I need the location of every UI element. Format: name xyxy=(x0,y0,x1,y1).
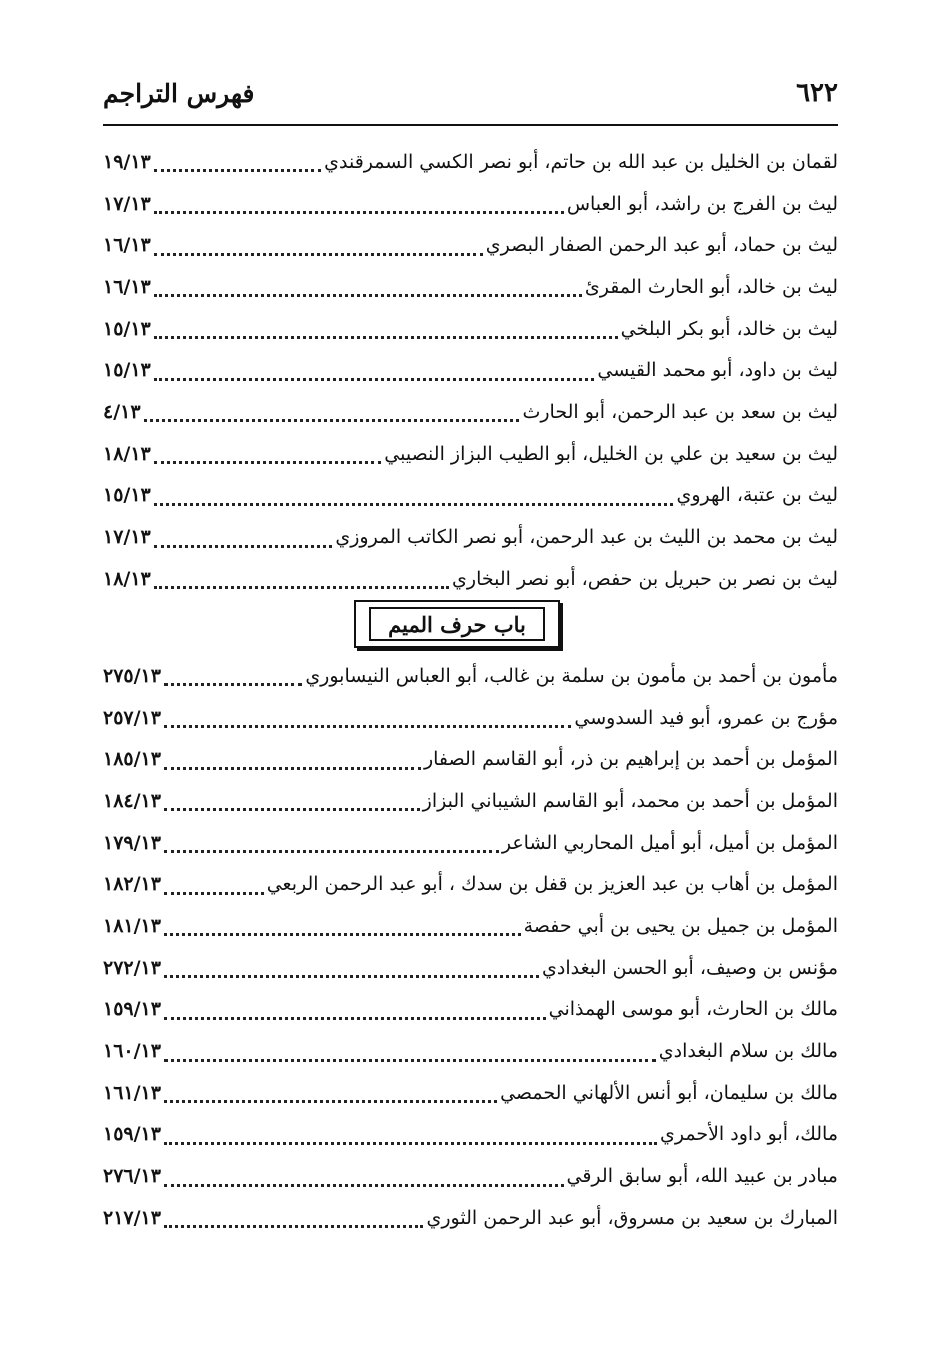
entry-ref: ١٥/١٣ xyxy=(103,359,151,382)
entry-name: ليث بن سعيد بن علي بن الخليل، أبو الطيب البزاز النصيبي xyxy=(384,442,838,465)
entry-name: لقمان بن الخليل بن عبد الله بن حاتم، أبو نصر الكسي السمرقندي xyxy=(324,150,838,173)
index-entry xyxy=(103,822,838,864)
page-title: فهرس التراجم xyxy=(103,78,255,108)
index-entry xyxy=(103,1197,838,1239)
index-entry xyxy=(103,1155,838,1197)
entry-ref: ١٨٤/١٣ xyxy=(103,789,161,812)
index-entry xyxy=(103,780,838,822)
entry-ref: ١٧/١٣ xyxy=(103,526,151,549)
entry-ref: ٢٧٢/١٣ xyxy=(103,956,161,979)
dot-leader xyxy=(164,1203,424,1228)
index-entry xyxy=(103,349,838,391)
dot-leader xyxy=(164,953,539,978)
entry-name: ليث بن نصر بن حبريل بن حفص، أبو نصر البخاري xyxy=(452,567,838,590)
entry-ref: ١٨٢/١٣ xyxy=(103,873,161,896)
entry-ref: ١٧/١٣ xyxy=(103,192,151,215)
entry-ref: ١٨١/١٣ xyxy=(103,914,161,937)
entry-name: ليث بن خالد، أبو الحارث المقرئ xyxy=(584,275,838,298)
dot-leader xyxy=(154,147,321,172)
entry-name: ليث بن داود، أبو محمد القيسي xyxy=(597,359,838,382)
entry-ref: ١٥٩/١٣ xyxy=(103,1123,161,1146)
entry-name: مؤنس بن وصيف، أبو الحسن البغدادي xyxy=(542,956,838,979)
entry-ref: ١٦/١٣ xyxy=(103,234,151,257)
dot-leader xyxy=(154,272,582,297)
dot-leader xyxy=(164,786,420,811)
index-entry xyxy=(103,391,838,433)
page-number: ٦٢٢ xyxy=(796,78,838,108)
index-entry xyxy=(103,558,838,600)
dot-leader xyxy=(164,1162,564,1187)
dot-leader xyxy=(154,481,674,506)
entry-ref: ١٧٩/١٣ xyxy=(103,831,161,854)
index-entry xyxy=(103,224,838,266)
dot-leader xyxy=(144,397,520,422)
entry-name: مالك، أبو داود الأحمري xyxy=(660,1123,838,1146)
index-entry xyxy=(103,433,838,475)
index-entry xyxy=(103,308,838,350)
entry-ref: ١٥/١٣ xyxy=(103,484,151,507)
dot-leader xyxy=(154,314,618,339)
index-entry xyxy=(103,141,838,183)
index-entry xyxy=(103,516,838,558)
section-heading: باب حرف الميم xyxy=(369,607,545,641)
dot-leader xyxy=(154,356,595,381)
entry-ref: ٢٥٧/١٣ xyxy=(103,706,161,729)
dot-leader xyxy=(154,439,382,464)
dot-leader xyxy=(164,1120,657,1145)
entry-name: ليث بن خالد، أبو بكر البلخي xyxy=(620,317,838,340)
dot-leader xyxy=(154,523,333,548)
dot-leader xyxy=(154,564,449,589)
index-list-lam xyxy=(103,141,838,600)
entry-name: ليث بن عتبة، الهروي xyxy=(676,484,838,507)
entry-ref: ١٦٠/١٣ xyxy=(103,1040,161,1063)
dot-leader xyxy=(164,828,499,853)
index-list-mim xyxy=(103,655,838,1239)
entry-name: المؤمل بن جميل بن يحيى بن أبي حفصة xyxy=(523,914,838,937)
entry-name: مأمون بن أحمد بن مأمون بن سلمة بن غالب، أبو العباس النيسابوري xyxy=(305,664,838,687)
index-entry xyxy=(103,1030,838,1072)
entry-name: المؤمل بن أحمد بن محمد، أبو القاسم الشيباني البزاز xyxy=(422,789,838,812)
index-entry xyxy=(103,183,838,225)
dot-leader xyxy=(164,661,302,686)
dot-leader xyxy=(154,189,564,214)
dot-leader xyxy=(164,703,571,728)
index-entry xyxy=(103,989,838,1031)
dot-leader xyxy=(164,995,546,1020)
dot-leader xyxy=(164,745,421,770)
index-entry xyxy=(103,1114,838,1156)
entry-ref: ٤/١٣ xyxy=(103,400,141,423)
index-entry xyxy=(103,475,838,517)
index-entry xyxy=(103,655,838,697)
index-entry xyxy=(103,863,838,905)
entry-name: المؤمل بن أحمد بن إبراهيم بن ذر، أبو القاسم الصفار xyxy=(423,748,838,771)
entry-name: ليث بن حماد، أبو عبد الرحمن الصفار البصري xyxy=(485,234,838,257)
entry-ref: ١٩/١٣ xyxy=(103,150,151,173)
entry-ref: ١٥/١٣ xyxy=(103,317,151,340)
entry-name: مالك بن الحارث، أبو موسى الهمذاني xyxy=(548,998,838,1021)
entry-name: ليث بن الفرج بن راشد، أبو العباس xyxy=(566,192,838,215)
entry-name: ليث بن محمد بن الليث بن عبد الرحمن، أبو نصر الكاتب المروزي xyxy=(335,526,838,549)
page-header xyxy=(103,62,838,124)
section-heading-box xyxy=(354,600,560,648)
index-entry xyxy=(103,905,838,947)
entry-name: ليث بن سعد بن عبد الرحمن، أبو الحارث xyxy=(522,400,838,423)
index-entry xyxy=(103,697,838,739)
index-entry xyxy=(103,1072,838,1114)
header-rule xyxy=(103,124,838,126)
index-entry xyxy=(103,738,838,780)
entry-name: مؤرج بن عمرو، أبو فيد السدوسي xyxy=(574,706,838,729)
dot-leader xyxy=(164,1078,497,1103)
entry-ref: ١٦/١٣ xyxy=(103,275,151,298)
entry-ref: ١٦١/١٣ xyxy=(103,1081,161,1104)
index-entry xyxy=(103,947,838,989)
entry-ref: ١٨٥/١٣ xyxy=(103,748,161,771)
entry-name: مبادر بن عبيد الله، أبو سابق الرقي xyxy=(566,1165,838,1188)
entry-name: المؤمل بن أميل، أبو أميل المحاربي الشاعر xyxy=(501,831,838,854)
entry-ref: ١٨/١٣ xyxy=(103,567,151,590)
entry-name: المؤمل بن أهاب بن عبد العزيز بن قفل بن سدك ، أبو عبد الرحمن الربعي xyxy=(266,873,838,896)
dot-leader xyxy=(164,911,521,936)
entry-ref: ٢٧٦/١٣ xyxy=(103,1165,161,1188)
entry-ref: ١٥٩/١٣ xyxy=(103,998,161,1021)
entry-name: المبارك بن سعيد بن مسروق، أبو عبد الرحمن الثوري xyxy=(426,1206,838,1229)
dot-leader xyxy=(154,231,483,256)
entry-name: مالك بن سلام البغدادي xyxy=(658,1040,838,1063)
entry-ref: ٢٧٥/١٣ xyxy=(103,664,161,687)
entry-ref: ١٨/١٣ xyxy=(103,442,151,465)
dot-leader xyxy=(164,870,264,895)
index-entry xyxy=(103,266,838,308)
entry-ref: ٢١٧/١٣ xyxy=(103,1206,161,1229)
entry-name: مالك بن سليمان، أبو أنس الألهاني الحمصي xyxy=(500,1081,838,1104)
dot-leader xyxy=(164,1037,656,1062)
